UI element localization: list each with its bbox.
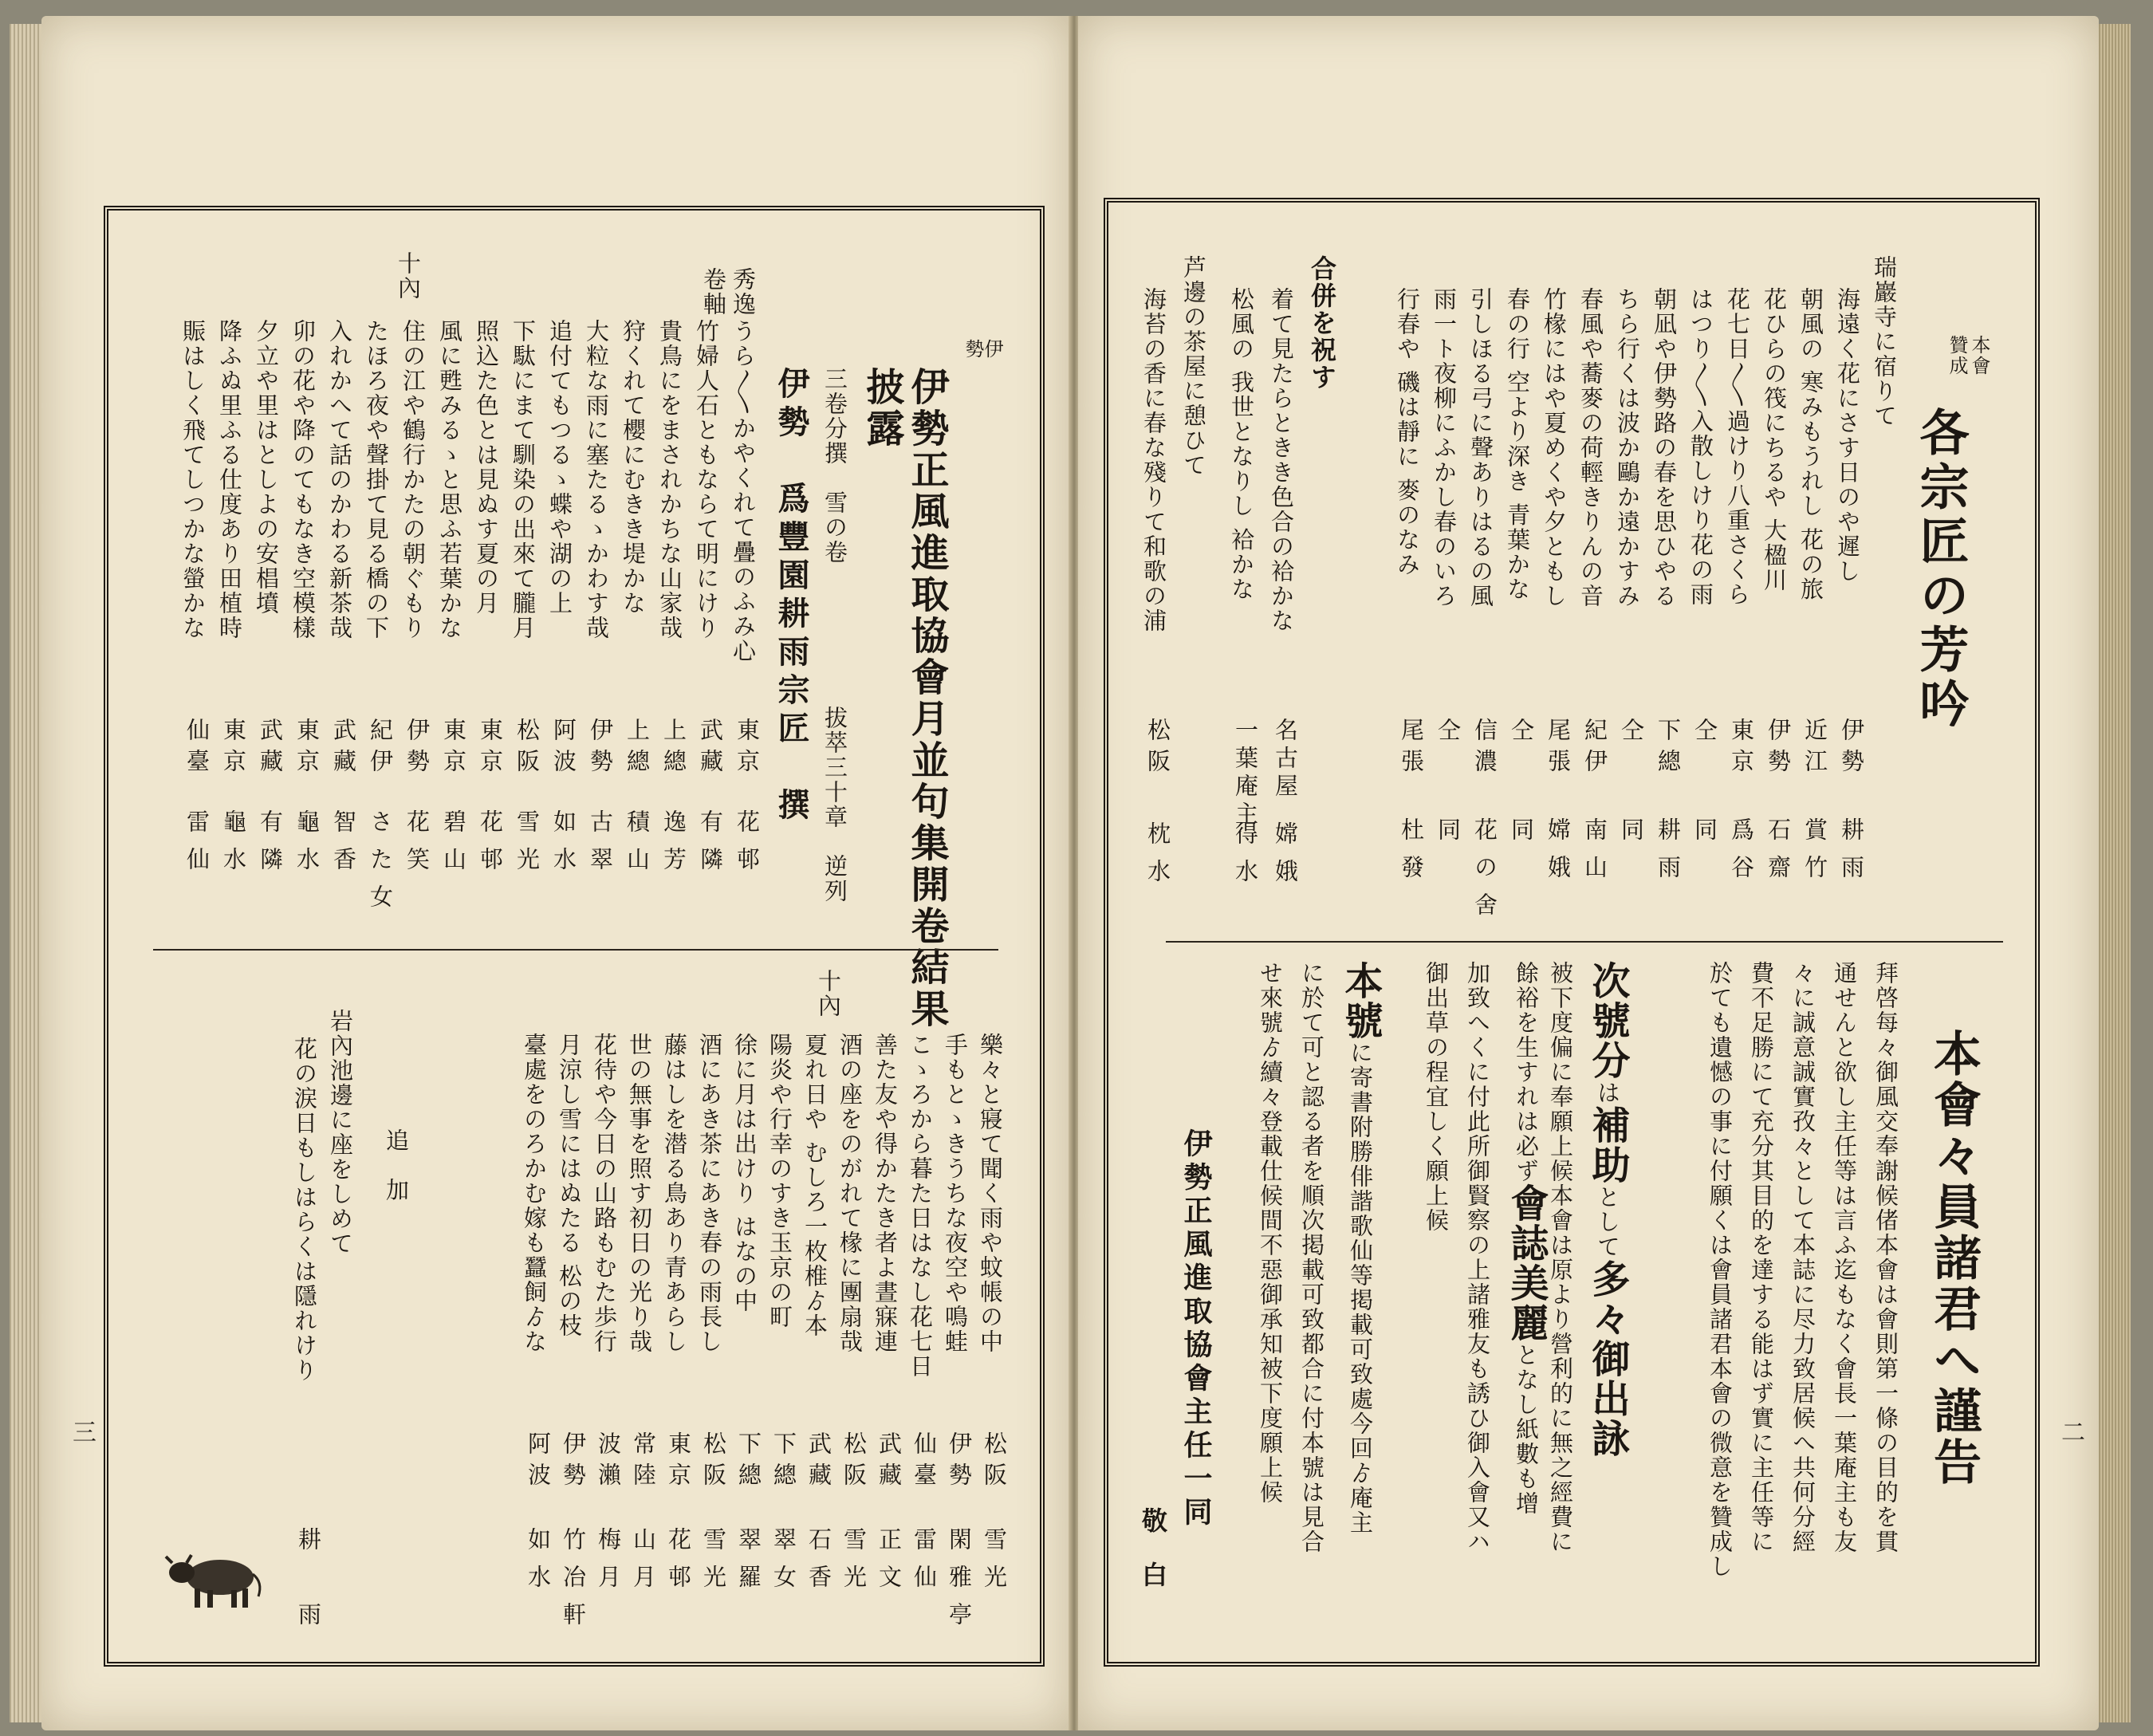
poem-place: 東京: [293, 718, 321, 780]
poem-place: 仙臺: [183, 718, 211, 780]
poem-text: 追付てもつるゝ蝶や湖の上: [546, 319, 573, 616]
poem-text: 藤はしを潜る鳥あり青あらし: [661, 1033, 688, 1354]
poem-text: 引しほる弓に聲ありはるの風: [1467, 287, 1494, 608]
poem-text: 大粒な雨に塞たるゝかわす哉: [583, 319, 610, 640]
addendum-author: 耕 雨: [295, 1527, 322, 1640]
poem-text: 春風や蕎麥の荷輕きりんの音: [1577, 287, 1604, 608]
left-head1-note: 拔萃三十章 逆列: [821, 706, 848, 903]
left-head1: 三卷分撰 雪の卷: [821, 367, 848, 565]
poem-place: 阿波: [525, 1431, 552, 1494]
poem-text: 朝凪や伊勢路の春を思ひやる: [1651, 287, 1678, 608]
poem-author: 賞竹: [1801, 817, 1828, 892]
poem-author: 同: [1508, 817, 1535, 855]
poem-author: 雪光: [840, 1527, 868, 1602]
left-judge: 伊勢 爲豐園耕雨宗匠 撰: [773, 367, 810, 826]
category-main: 秀逸: [730, 267, 757, 317]
poem-place: 阿波: [550, 718, 577, 780]
poem-place: 名古屋: [1272, 718, 1299, 801]
notice-line: 加致へくに付此所御賢察の上諸雅友も誘ひ御入會又ハ: [1464, 961, 1491, 1554]
poem-text: 月涼し雪にはぬたる 松の枝: [556, 1033, 583, 1339]
shore-title: 芦邊の茶屋に憩ひて: [1180, 255, 1207, 478]
ox-illustration-icon: [163, 1547, 266, 1611]
poem-place: 武藏: [330, 718, 357, 780]
poem-text: 松風の 我世となりし 袷かな: [1228, 287, 1255, 602]
poem-author: 耕雨: [1838, 817, 1865, 892]
poem-place: 仝: [1691, 718, 1718, 749]
poem-author: 雪光: [700, 1527, 727, 1602]
poem-text: 徐に月は出けり はなの中: [731, 1033, 758, 1314]
poem-text: 花待や今日の山路もむた歩行: [591, 1033, 618, 1354]
poem-text: 花ひらの筏にちるや 大楹川: [1761, 287, 1788, 593]
poem-place: 紀伊: [1581, 718, 1608, 780]
left-divider: [153, 949, 998, 951]
poem-text: 狩くれて櫻にむきき堤かな: [620, 319, 647, 616]
page-edges-right: [2097, 24, 2131, 1722]
poem-author: 嫦娥: [1545, 817, 1572, 892]
poem-place: 東京: [734, 718, 761, 780]
right-page-number: 二: [2057, 1419, 2084, 1443]
poem-place: 仝: [1618, 718, 1645, 749]
poem-place: 武藏: [805, 1431, 832, 1494]
right-divider: [1166, 941, 2003, 943]
poem-author: さた女: [367, 809, 394, 922]
poem-place: 伊勢: [946, 1431, 973, 1494]
poem-place: 上總: [624, 718, 651, 780]
poem-author: 南山: [1581, 817, 1608, 892]
poem-place: 伊勢: [1838, 718, 1865, 780]
poem-text: 世の無事を照す初日の光り哉: [626, 1033, 653, 1354]
poem-author: 有隣: [257, 809, 284, 884]
poem-author: 梅月: [595, 1527, 622, 1602]
poem-text: 竹婦人石ともならて明にけり: [693, 319, 720, 640]
poem-text: 降ふぬ里ふる仕度あり田植時: [216, 319, 243, 640]
poem-text: 卯の花や降のてもなき空模樣: [289, 319, 317, 640]
poem-author: 花邨: [665, 1527, 692, 1602]
poem-text: 花七日〳〵過けり八重さくら: [1724, 287, 1751, 607]
poem-author: 雪光: [981, 1527, 1008, 1602]
addendum-line-2: 花の涙日もしはらくは隱れけり: [291, 1037, 318, 1383]
notice-closing: 敬 白: [1138, 1507, 1168, 1588]
poem-text: 臺處をのろかむ嫁も蠶飼ゟな: [521, 1033, 548, 1354]
notice-line: 御出草の程宜しく願上候: [1423, 961, 1450, 1233]
notice-line: せ來號ゟ續々登載仕候間不惡御承知被下度願上候: [1257, 961, 1284, 1505]
poem-place: 信濃: [1471, 718, 1498, 780]
poem-place: 松阪: [1144, 718, 1171, 780]
poem-text: 朝風の 寒みもうれし 花の旅: [1797, 287, 1824, 602]
poem-text: こゝろから暮た日はなし花七日: [907, 1033, 934, 1379]
poem-author: 耕雨: [1655, 817, 1682, 892]
poem-author: 翠女: [770, 1527, 797, 1602]
emph-4: 會誌美麗: [1504, 1183, 1549, 1343]
poem-text: 下駄にまて馴染の出來て朧月: [510, 319, 537, 640]
poem-text: 賑はしく飛てしつかな螢かな: [179, 319, 207, 640]
emph-2: 補助: [1585, 1105, 1630, 1185]
poem-author: 有隣: [697, 809, 724, 884]
emph-2-start: 餘裕を生すれは必ず: [1513, 961, 1540, 1183]
poem-text: 陽炎や行幸のすき玉京の町: [766, 1033, 793, 1329]
poem-text: ちら行くは波か鷗か遠かすみ: [1614, 287, 1641, 608]
poem-place: 紀伊: [367, 718, 394, 780]
book-spread: [10, 16, 2131, 1730]
emph-2-small: として: [1594, 1185, 1621, 1259]
poem-place: 上總: [660, 718, 687, 780]
left-subtitle: 披露: [860, 367, 904, 450]
poem-text: 酒の座をのがれて椽に團扇哉: [836, 1033, 864, 1354]
poem-text: 海苔の香に春な殘りて和歌の浦: [1140, 287, 1167, 633]
poem-author: 龜水: [293, 809, 321, 884]
poem-author: 如水: [525, 1527, 552, 1602]
poem-text: 着て見たらときき色合の袷かな: [1268, 287, 1295, 633]
poem-author: 竹冶軒: [560, 1527, 587, 1640]
poem-author: 爲谷: [1728, 817, 1755, 892]
poem-text: 貴鳥にをまされかちな山家哉: [656, 319, 683, 640]
poem-author: 智香: [330, 809, 357, 884]
left-title: 伊勢正風進取協會月並句集開卷結果: [904, 367, 949, 1030]
poem-place: 松阪: [840, 1431, 868, 1494]
poem-place: 仙臺: [911, 1431, 938, 1494]
poem-text: 手もとゝきうちな夜空や鳴蛙: [942, 1033, 969, 1354]
poem-author: 杜發: [1398, 817, 1425, 892]
poem-text: 雨一ト夜柳にふかし春のいろ: [1431, 287, 1458, 608]
poem-text: 風に甦みるゝと思ふ若葉かな: [436, 319, 463, 640]
poem-text: 行春や 磯は靜に 麥のなみ: [1394, 287, 1421, 577]
poem-author: 古翠: [587, 809, 614, 884]
poem-text: 夕立や里はとしよの安椙墳: [253, 319, 280, 616]
poem-author: 雷仙: [911, 1527, 938, 1602]
category-scroll: 卷軸: [700, 267, 727, 317]
poem-text: たほろ夜や聲掛て見る橋の下: [363, 319, 390, 640]
emph-3: 多々御出詠: [1585, 1259, 1630, 1458]
poem-place: 一葉庵主: [1232, 718, 1259, 829]
poem-place: 仝: [1435, 718, 1462, 749]
poem-place: 東京: [440, 718, 467, 780]
poem-place: 東京: [665, 1431, 692, 1494]
poem-text: 住の江や鶴行かたの朝ぐもり: [400, 319, 427, 640]
poem-place: 松阪: [981, 1431, 1008, 1494]
poem-place: 伊勢: [587, 718, 614, 780]
poem-author: 同: [1435, 817, 1462, 855]
poem-author: 碧山: [440, 809, 467, 884]
notice-honpo-line: [1338, 961, 1383, 1535]
poem-place: 仝: [1508, 718, 1535, 749]
notice-line: 費不足勝にて充分其目的を達する能はず實に主任等に: [1748, 961, 1775, 1554]
emph-1: 次號分: [1585, 961, 1630, 1081]
poem-place: 松阪: [514, 718, 541, 780]
poem-text: 春の行 空より深き 青葉かな: [1504, 287, 1531, 602]
honpo-big: 本號: [1338, 961, 1383, 1041]
right-label-2: 贊成: [1946, 335, 1968, 376]
poem-place: 伊勢: [403, 718, 431, 780]
poem-text: 入れかへて話のかわる新茶哉: [326, 319, 353, 640]
poem-place: 松阪: [700, 1431, 727, 1494]
poem-author: 閑雅亭: [946, 1527, 973, 1640]
emph-1-small: は: [1594, 1081, 1621, 1105]
right-intro: 瑞巖寺に宿りて: [1871, 255, 1898, 428]
right-title: 各宗匠の芳吟: [1911, 407, 1970, 732]
emph-2-rest: となし紙數も增: [1513, 1343, 1540, 1516]
notice-emph-line-2: [1504, 961, 1549, 1516]
notice-line: に於て可と認る者を順次掲載可致都合に付本號は見合: [1298, 961, 1325, 1554]
poem-text: 夏れ日や むしろ一枚椎ゟ本: [801, 1033, 829, 1339]
notice-title: 本會々員諸君へ謹告: [1926, 1029, 1982, 1488]
poem-author: 山月: [630, 1527, 657, 1602]
notice-line: 通せんと欲し主任等は言ふ迄もなく會長一葉庵主も友: [1831, 961, 1858, 1554]
right-label-1: 本會: [1968, 335, 1990, 376]
poem-author: 枕水: [1144, 821, 1171, 896]
poem-place: 常陸: [630, 1431, 657, 1494]
poem-author: 同: [1691, 817, 1718, 855]
poem-text: 照込た色とは見ぬす夏の月: [473, 319, 500, 616]
category-ten: 十內: [395, 251, 422, 301]
poem-author: 嫦娥: [1272, 821, 1299, 896]
notice-line: 々に誠意誠實孜々として本誌に尽力致居候へ共何分經: [1789, 961, 1816, 1554]
poem-text: 海遠く花にさす日のや遲し: [1834, 287, 1861, 584]
poem-author: 得水: [1232, 821, 1259, 896]
poem-author: 同: [1618, 817, 1645, 855]
poem-author: 花笑: [403, 809, 431, 884]
poem-author: 正文: [876, 1527, 903, 1602]
poem-place: 東京: [220, 718, 247, 780]
honpo-rest: に寄書附勝俳諧歌仙等掲載可致處今回ゟ庵主: [1347, 1041, 1374, 1535]
notice-line: 於ても遺憾の事に付願くは會員諸君本會の微意を贊成し: [1706, 961, 1734, 1579]
poem-place: 波瀨: [595, 1431, 622, 1494]
poem-text: 酒にあき茶にあき春の雨長し: [696, 1033, 723, 1354]
poem-author: 雪光: [514, 809, 541, 884]
poem-place: 武藏: [876, 1431, 903, 1494]
poem-place: 下總: [1655, 718, 1682, 780]
poem-text: 善た友や得かたき者よ晝寐連: [872, 1033, 899, 1354]
poem-author: 花邨: [477, 809, 504, 884]
poem-place: 尾張: [1545, 718, 1572, 780]
merge-title: 合併を祝す: [1307, 255, 1337, 391]
poem-author: 如水: [550, 809, 577, 884]
poem-author: 龜水: [220, 809, 247, 884]
poem-text: 樂々と寢て聞く雨や蚊帳の中: [977, 1033, 1004, 1354]
notice-line: 拜啓每々御風交奉謝候偖本會は會則第一條の目的を貫: [1872, 961, 1899, 1554]
poem-text: はつり〳〵入散しけり花の雨: [1687, 287, 1714, 607]
poem-place: 東京: [1728, 718, 1755, 780]
poem-author: 石香: [805, 1527, 832, 1602]
poem-place: 下總: [770, 1431, 797, 1494]
poem-author: 花の舍: [1471, 817, 1498, 930]
notice-emph-line-1: [1585, 961, 1630, 1458]
poem-author: 翠羅: [735, 1527, 762, 1602]
poem-place: 武藏: [257, 718, 284, 780]
notice-line-6: 被下度偏に奉願上候本會は原より營利的に無之經費に: [1547, 961, 1574, 1554]
left-prefix: 伊 勢: [962, 339, 1003, 360]
poem-place: 武藏: [697, 718, 724, 780]
poem-author: 雷仙: [183, 809, 211, 884]
notice-signature: 伊勢正風進取協會主任一同: [1179, 1128, 1213, 1530]
poem-place: 下總: [735, 1431, 762, 1494]
page-edges-left: [10, 24, 45, 1722]
poem-author: 逸芳: [660, 809, 687, 884]
poem-place: 伊勢: [560, 1431, 587, 1494]
poem-place: 尾張: [1398, 718, 1425, 780]
addendum-label: 追 加: [383, 1128, 410, 1203]
poem-author: 石齋: [1765, 817, 1792, 892]
poem-author: 花邨: [734, 809, 761, 884]
left-page-number: 三: [68, 1419, 96, 1443]
poem-place: 東京: [477, 718, 504, 780]
addendum-line-1: 岩內池邊に座をしめて: [327, 1009, 354, 1256]
poem-text: 竹椽にはや夏めくや夕ともし: [1541, 287, 1568, 608]
poem-author: 積山: [624, 809, 651, 884]
poem-text: うら〳〵かやくれて疊のふみ心: [730, 319, 757, 663]
poem-place: 伊勢: [1765, 718, 1792, 780]
category-ten-bottom: 十內: [815, 969, 842, 1018]
poem-place: 近江: [1801, 718, 1828, 780]
